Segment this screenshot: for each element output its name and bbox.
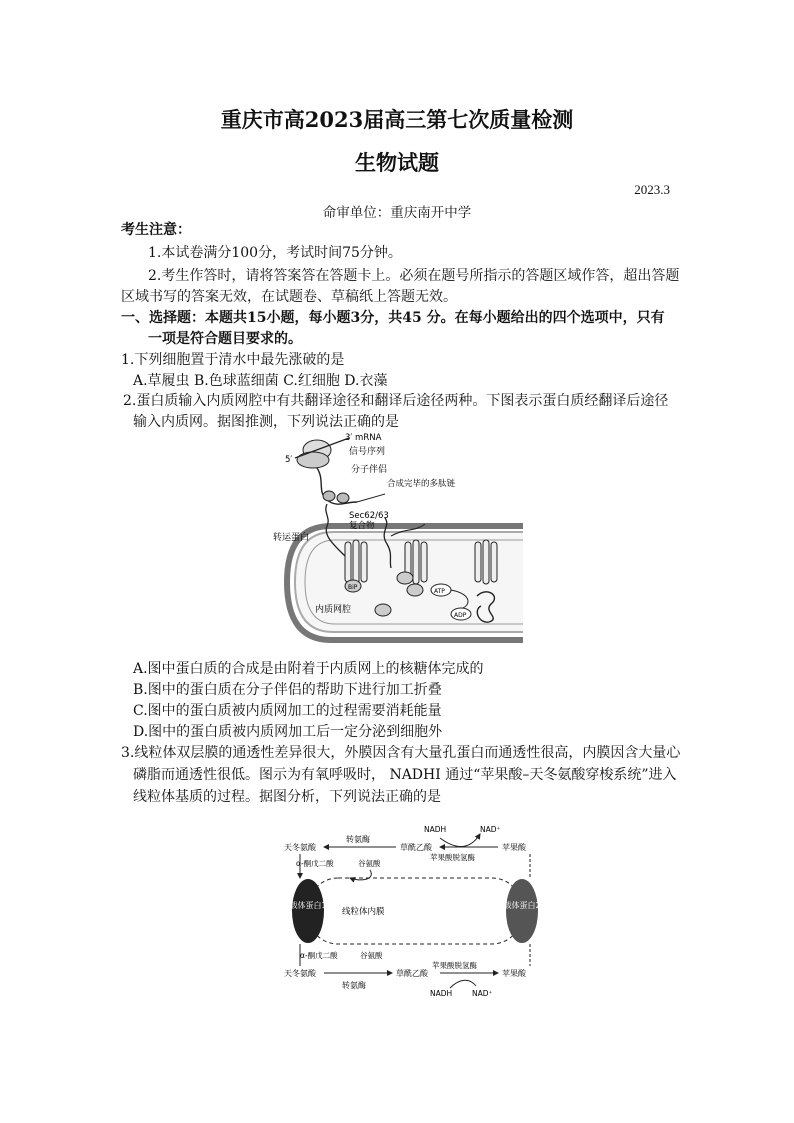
fig1-mrna-label: 3′ mRNA [345,433,382,443]
fig2-glu-bot: 谷氨酸 [360,951,383,960]
er-import-figure [265,428,525,654]
fig1-er-lumen-label: 内质网腔 [315,605,352,615]
exam-unit: 命审单位：重庆南开中学 [322,205,472,221]
notice-item-1: 1.本试卷满分100分，考试时间75分钟。 [148,245,402,261]
q2-option-b: B.图中的蛋白质在分子伴侣的帮助下进行加工折叠 [133,682,442,698]
fig2-oaa-top: 草酰乙酸 [400,843,432,852]
fig2-transaminase-bot: 转氨酶 [342,981,366,990]
fig2-nadh-top: NADH [424,825,447,834]
fig2-malate-top: 苹果酸 [502,843,526,852]
fig1-polypeptide-label: 合成完毕的多肽链 [387,479,456,489]
q3-stem-line-1: 3.线粒体双层膜的通透性差异很大，外膜因含有大量孔蛋白而通透性很高，内膜因含大量心 [121,745,681,761]
q3-stem-line-3: 线粒体基质的过程。据图分析，下列说法正确的是 [133,789,441,805]
fig1-transporter-label: 转运蛋白 [273,533,310,543]
q2-stem-line-2: 输入内质网。据图推测，下列说法正确的是 [133,414,399,430]
fig2-glu-top: 谷氨酸 [358,859,381,868]
q2-option-c: C.图中的蛋白质被内质网加工的过程需要消耗能量 [133,703,442,719]
fig2-carrier1-label: 载体蛋白1 [289,901,327,910]
fig2-carrier2-label: 载体蛋白2 [503,901,541,910]
fig2-nad-top: NAD⁺ [480,825,501,834]
fig1-adp-label: ADP [454,612,467,619]
section-heading-line-1: 一、选择题：本题共15小题，每小题3分，共45 分。在每小题给出的四个选项中，只有 [121,310,665,326]
svg-text:载体蛋白2 [503,900,540,910]
notice-heading: 考生注意： [121,222,191,238]
section-heading-line-2: 一项是符合题目要求的。 [148,331,302,347]
fig2-mdh-top: 苹果酸脱氢酶 [430,853,475,862]
page-subtitle: 生物试题 [355,150,439,175]
q1-options: A.草履虫 B.色球蓝细菌 C.红细胞 D.衣藻 [133,373,388,389]
fig1-five-prime: 5′ [285,455,293,465]
fig1-atp-label: ATP [434,588,445,595]
fig2-mdh-bot: 苹果酸脱氢酶 [432,961,477,970]
notice-item-2-line-1: 2.考生作答时，请将答案答在答题卡上。必须在题号所指示的答题区域作答，超出答题 [148,268,680,284]
fig1-bip-label: BiP [348,584,358,591]
q3-stem-line-2: 磷脂而通透性很低。图示为有氧呼吸时， NADHI 通过“苹果酸–天冬氨酸穿梭系统”进入 [133,767,677,783]
fig1-signal-label: 信号序列 [349,447,386,457]
svg-text:3′ mRNA [345,433,382,443]
fig2-malate-bot: 苹果酸 [502,969,526,978]
fig2-transaminase-top: 转氨酶 [346,835,370,844]
fig2-nad-bot: NAD⁺ [472,989,493,998]
fig2-nadh-bot: NADH [430,989,453,998]
fig2-akg-bot: α-酮戊二酸 [300,951,338,960]
fig2-asp-bot: 天冬氨酸 [284,969,316,978]
fig1-chaperone-label: 分子伴侣 [351,465,388,475]
q1-stem: 1.下列细胞置于清水中最先涨破的是 [121,352,345,368]
notice-item-2-line-2: 区域书写的答案无效，在试题卷、草稿纸上答题无效。 [121,289,457,305]
shuttle-figure [280,820,550,1002]
fig2-asp-top: 天冬氨酸 [284,843,316,852]
fig2-membrane-label: 线粒体内膜 [342,907,385,917]
q2-option-a: A.图中蛋白质的合成是由附着于内质网上的核糖体完成的 [133,661,484,677]
fig1-complex-label: 复合物 [349,521,375,531]
fig1-sec-label: Sec62/63 [349,511,389,521]
page-title: 重庆市高2023届高三第七次质量检测 [220,107,574,132]
exam-date: 2023.3 [634,182,670,197]
q2-stem-line-1: 2.蛋白质输入内质网腔中有共翻译途径和翻译后途径两种。下图表示蛋白质经翻译后途径 [123,393,669,409]
fig2-oaa-bot: 草酰乙酸 [396,969,428,978]
fig2-akg-top: α-酮戊二酸 [296,859,334,868]
q2-option-d: D.图中的蛋白质被内质网加工后一定分泌到细胞外 [133,724,443,740]
svg-text:载体蛋白1 [289,900,326,910]
